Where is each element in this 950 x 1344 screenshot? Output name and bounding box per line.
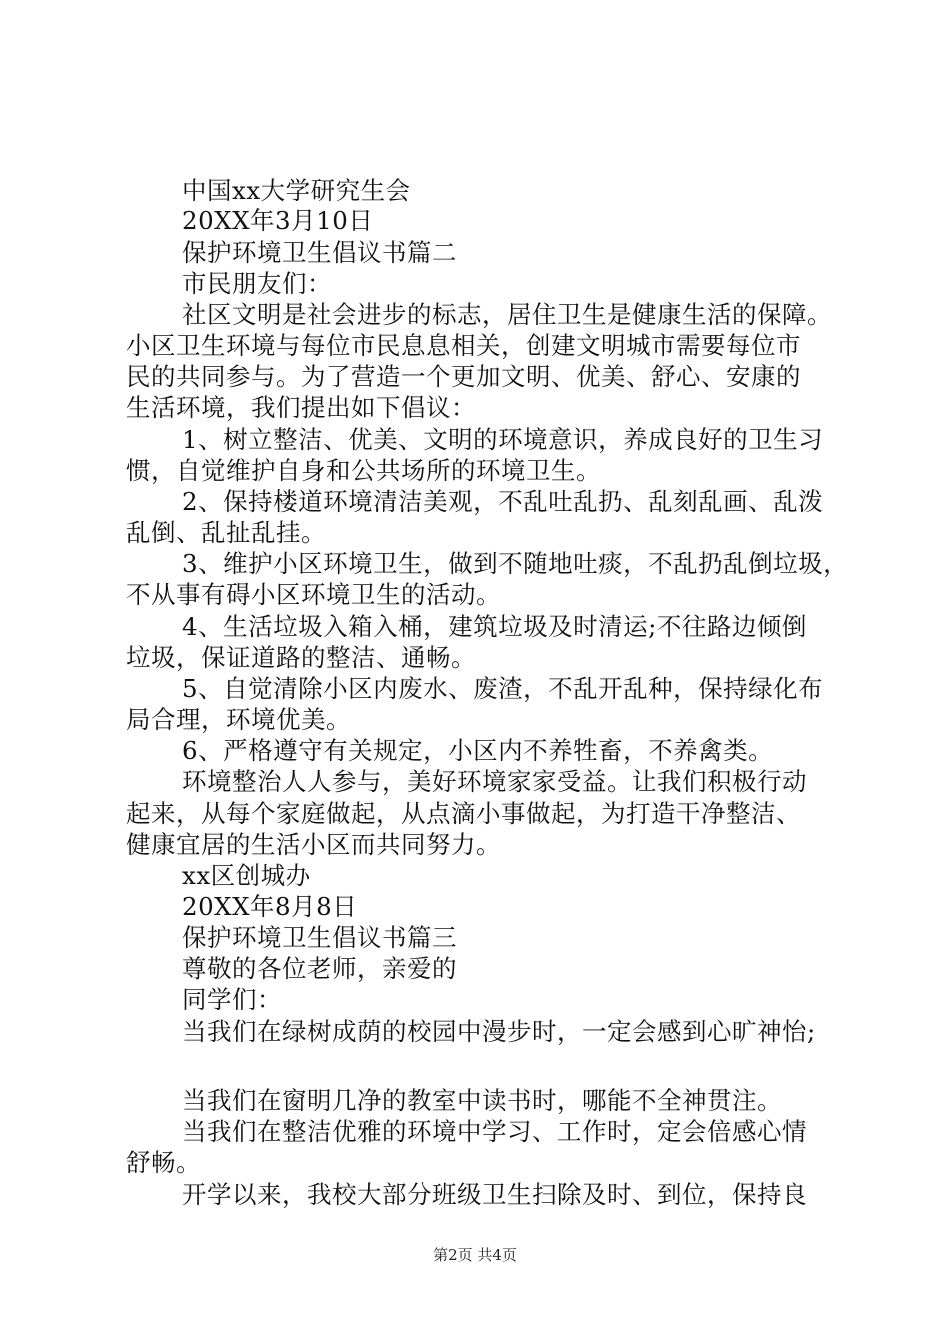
paragraph-line: 3、维护小区环境卫生，做到不随地吐痰，不乱扔乱倒垃圾，	[182, 549, 849, 578]
salutation: 尊敬的各位老师，亲爱的	[182, 954, 457, 983]
paragraph-line: 环境整治人人参与，美好环境家家受益。让我们积极行动	[182, 767, 807, 796]
paragraph-line: 4、生活垃圾入箱入桶，建筑垃圾及时清运;不往路边倾倒	[182, 612, 807, 641]
paragraph-line: 6、严格遵守有关规定，小区内不养牲畜，不养禽类。	[182, 736, 774, 765]
section-title: 保护环境卫生倡议书篇二	[182, 238, 457, 267]
signature-date: 20XX年8月8日	[182, 892, 358, 921]
paragraph-line: 5、自觉清除小区内废水、废渣，不乱开乱种，保持绿化布	[182, 674, 824, 703]
paragraph-line: 民的共同参与。为了营造一个更加文明、优美、舒心、安康的	[126, 362, 801, 391]
section-title: 保护环境卫生倡议书篇三	[182, 923, 457, 952]
paragraph-line: 乱倒、乱扯乱挂。	[126, 518, 326, 547]
paragraph-line: 垃圾，保证道路的整洁、通畅。	[126, 643, 476, 672]
paragraph-line: 起来，从每个家庭做起，从点滴小事做起，为打造干净整洁、	[126, 799, 801, 828]
paragraph-line: 2、保持楼道环境清洁美观，不乱吐乱扔、乱刻乱画、乱泼	[182, 487, 824, 516]
signature-date: 20XX年3月10日	[182, 206, 374, 235]
paragraph-line: 当我们在整洁优雅的环境中学习、工作时，定会倍感心情	[182, 1117, 807, 1146]
salutation: 同学们：	[182, 985, 282, 1014]
paragraph-line: 当我们在绿树成荫的校园中漫步时，一定会感到心旷神怡;	[182, 1017, 816, 1046]
signature-org: 中国xx大学研究生会	[182, 176, 411, 205]
paragraph-line: 舒畅。	[126, 1148, 201, 1177]
salutation: 市民朋友们：	[182, 269, 332, 298]
paragraph-line: 惯，自觉维护自身和公共场所的环境卫生。	[126, 456, 601, 485]
paragraph-line: 社区文明是社会进步的标志，居住卫生是健康生活的保障。	[182, 300, 832, 329]
paragraph-line: 当我们在窗明几净的教室中读书时，哪能不全神贯注。	[182, 1086, 782, 1115]
paragraph-line: 小区卫生环境与每位市民息息相关，创建文明城市需要每位市	[126, 331, 801, 360]
page-number: 第2页 共4页	[433, 1246, 517, 1264]
paragraph-line: 局合理，环境优美。	[126, 705, 351, 734]
paragraph-line: 生活环境，我们提出如下倡议：	[126, 393, 476, 422]
signature-org: xx区创城办	[182, 861, 311, 890]
paragraph-line: 1、树立整洁、优美、文明的环境意识，养成良好的卫生习	[182, 425, 824, 454]
paragraph-line: 健康宜居的生活小区而共同努力。	[126, 830, 501, 859]
paragraph-line: 开学以来，我校大部分班级卫生扫除及时、到位，保持良	[182, 1180, 807, 1209]
paragraph-line: 不从事有碍小区环境卫生的活动。	[126, 580, 501, 609]
